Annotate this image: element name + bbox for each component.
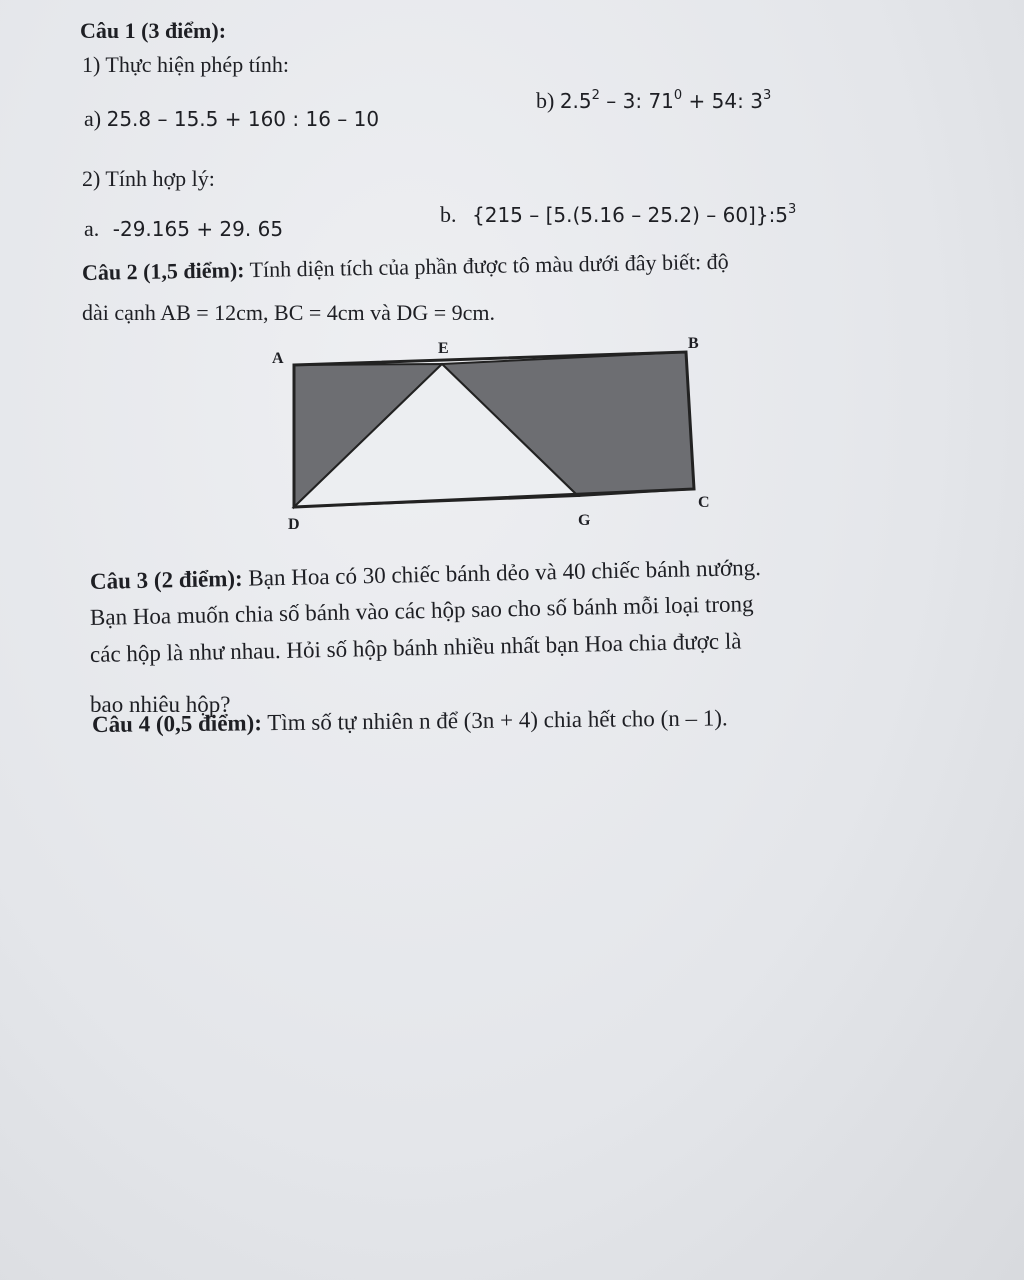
q3-line-2: Bạn Hoa muốn chia số bánh vào các hộp sao cho số bánh mỗi loại trong xyxy=(89,591,754,630)
q1-item-c-label: a. xyxy=(84,216,100,241)
q3-line-3: các hộp là như nhau. Hỏi số hộp bánh nhiều nhất bạn Hoa chia được là xyxy=(89,628,742,667)
q2-text-1: Tính diện tích của phần được tô màu dưới đây biết: độ xyxy=(244,248,729,283)
q1-item-b-label: b) xyxy=(536,88,555,113)
q1-b-term-2: – 3: 71 xyxy=(599,89,674,113)
q1-item-a-label: a) xyxy=(84,106,102,131)
q3-title: Câu 3 (2 điểm): xyxy=(89,565,243,594)
point-b-label: B xyxy=(688,335,699,352)
q4-text-1: Tìm số tự nhiên n để (3n + 4) chia hết cho (n – 1). xyxy=(261,705,728,736)
q1-b-exponent-1: 2 xyxy=(591,88,600,103)
q1-title: Câu 1 (3 điểm): xyxy=(80,18,227,43)
point-a-label: A xyxy=(272,350,284,367)
q1-part1-heading: 1) Thực hiện phép tính: xyxy=(82,52,290,77)
q4-title: Câu 4 (0,5 điểm): xyxy=(91,710,263,737)
q2-title: Câu 2 (1,5 điểm): xyxy=(81,257,245,285)
q3-line-4: bao nhiêu hộp? xyxy=(90,692,231,717)
point-e-label: E xyxy=(438,340,449,357)
q1-b-term-1: 2.5 xyxy=(559,89,592,113)
q1-item-d-label: b. xyxy=(440,202,457,227)
point-d-label: D xyxy=(288,516,300,533)
q2-line-2: dài cạnh AB = 12cm, BC = 4cm và DG = 9cm. xyxy=(82,300,495,325)
q1-b-exponent-3: 3 xyxy=(762,88,772,103)
q3-text-1: Bạn Hoa có 30 chiếc bánh dẻo và 40 chiếc bánh nướng. xyxy=(242,554,762,591)
q1-part2-heading: 2) Tính hợp lý: xyxy=(82,166,215,191)
point-c-label: C xyxy=(698,494,710,511)
q1-d-term: {215 – [5.(5.16 – 25.2) – 60]}:5 xyxy=(472,203,789,227)
q1-item-c-expression: -29.165 + 29. 65 xyxy=(112,217,284,241)
q1-item-a-expression: 25.8 – 15.5 + 160 : 16 – 10 xyxy=(106,107,380,131)
q1-b-exponent-2: 0 xyxy=(673,88,683,103)
q1-d-exponent: 3 xyxy=(788,202,797,217)
q1-b-term-3: + 54: 3 xyxy=(682,89,763,113)
point-g-label: G xyxy=(578,512,591,529)
